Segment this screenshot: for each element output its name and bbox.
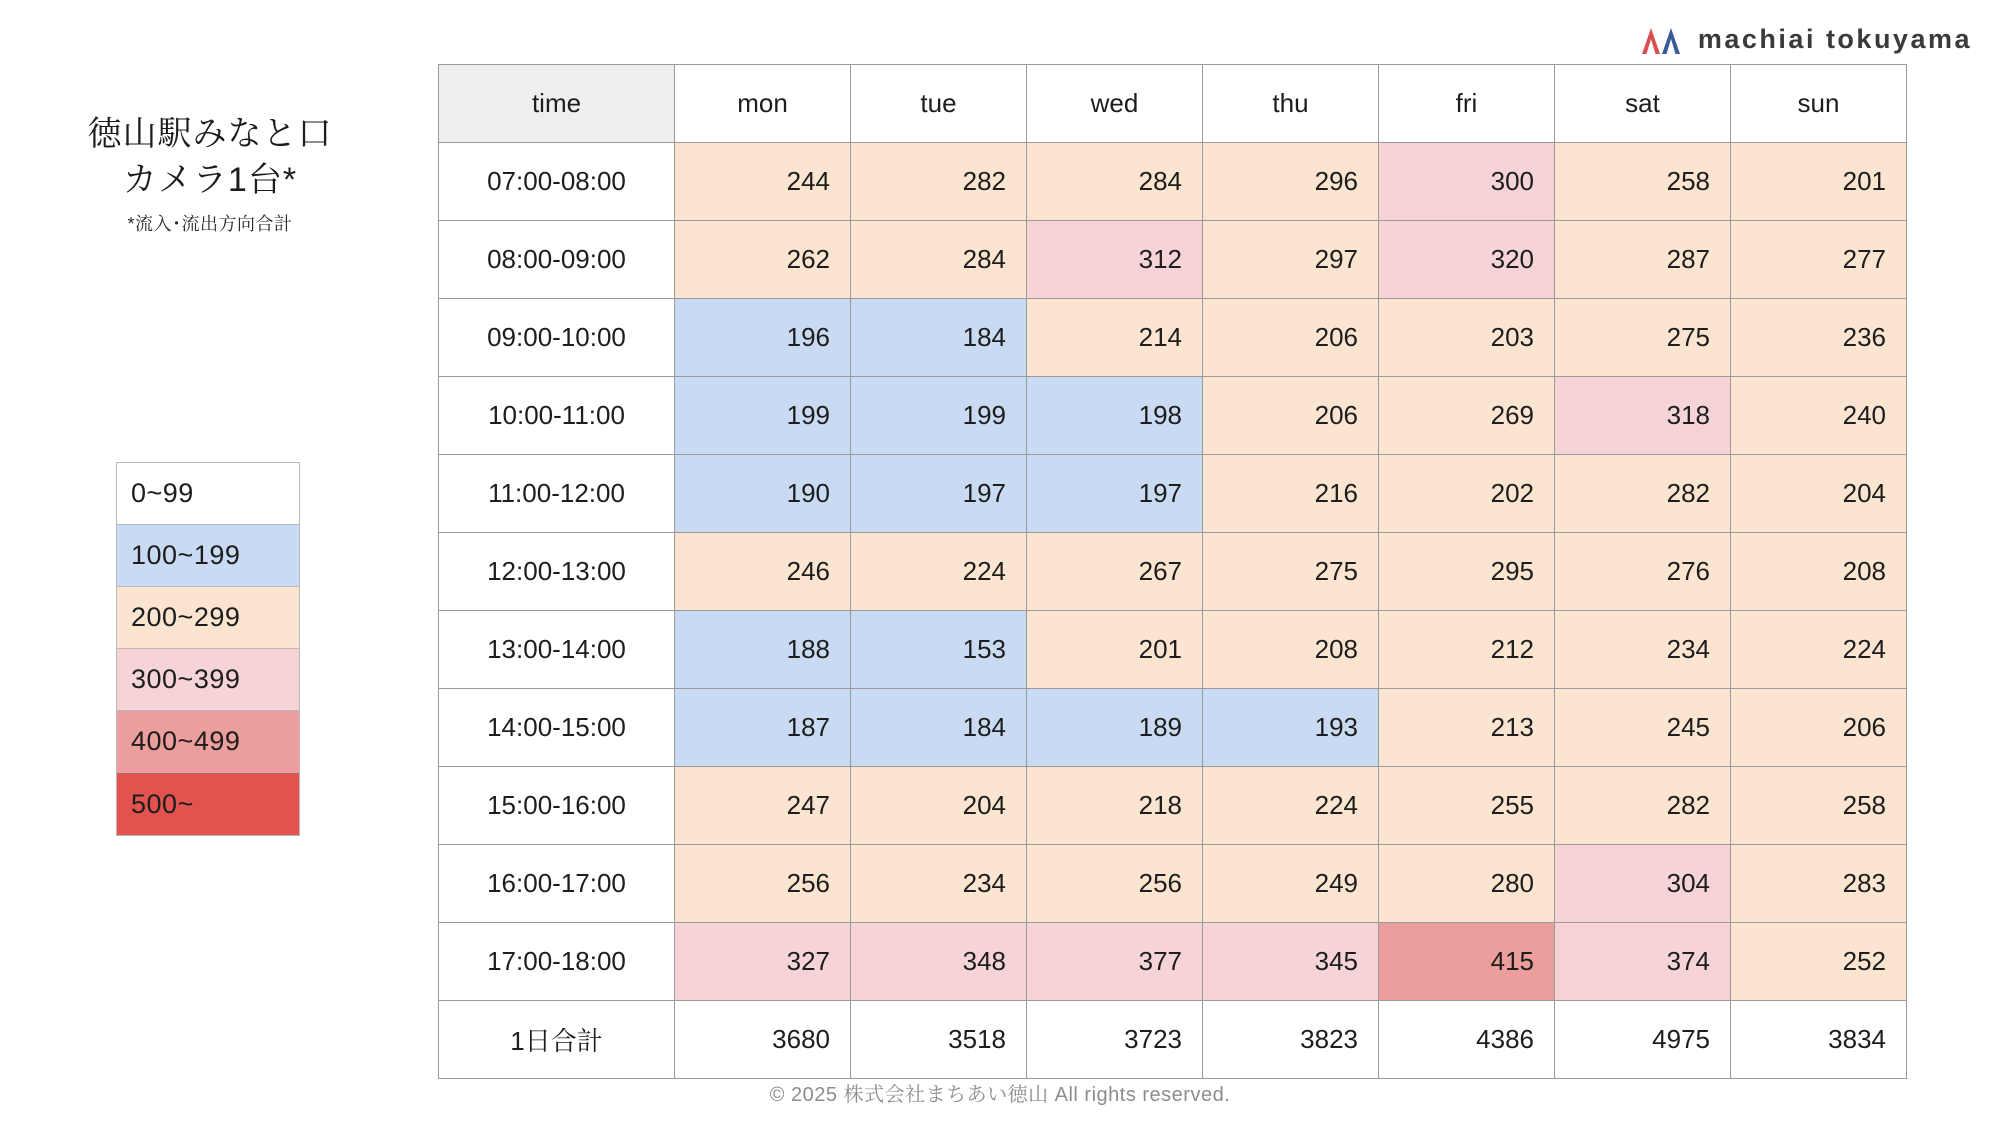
heatmap-table-wrapper <box>438 64 1907 1079</box>
legend-item <box>117 463 299 525</box>
table-row <box>439 377 1907 455</box>
heat-cell: 348 <box>851 923 1027 1001</box>
total-cell: 3834 <box>1731 1001 1907 1079</box>
heat-cell: 377 <box>1027 923 1203 1001</box>
heat-cell: 284 <box>1027 143 1203 221</box>
total-cell: 3680 <box>675 1001 851 1079</box>
heat-cell: 199 <box>675 377 851 455</box>
title-line-1: 徳山駅みなと口 <box>87 115 333 153</box>
column-header-mon: mon <box>675 65 851 143</box>
legend-item-label: 100~199 <box>131 540 241 570</box>
table-body <box>439 143 1907 1079</box>
heat-cell: 206 <box>1203 377 1379 455</box>
heat-cell: 218 <box>1027 767 1203 845</box>
heat-cell: 184 <box>851 299 1027 377</box>
heat-cell: 327 <box>675 923 851 1001</box>
heatmap-table <box>438 64 1907 1079</box>
heat-cell: 297 <box>1203 221 1379 299</box>
column-header-sun: sun <box>1731 65 1907 143</box>
table-row <box>439 923 1907 1001</box>
row-time-label: 15:00-16:00 <box>439 767 675 845</box>
heat-cell: 206 <box>1203 299 1379 377</box>
row-time-label: 09:00-10:00 <box>439 299 675 377</box>
heat-cell: 252 <box>1731 923 1907 1001</box>
heat-cell: 188 <box>675 611 851 689</box>
heat-cell: 245 <box>1555 689 1731 767</box>
heat-cell: 246 <box>675 533 851 611</box>
heat-cell: 295 <box>1379 533 1555 611</box>
heat-cell: 249 <box>1203 845 1379 923</box>
heat-cell: 287 <box>1555 221 1731 299</box>
heat-cell: 204 <box>851 767 1027 845</box>
legend-item-label: 300~399 <box>131 664 241 694</box>
heat-cell: 256 <box>675 845 851 923</box>
table-row <box>439 767 1907 845</box>
legend-item <box>117 649 299 711</box>
table-row <box>439 299 1907 377</box>
heat-cell: 267 <box>1027 533 1203 611</box>
heat-cell: 199 <box>851 377 1027 455</box>
column-header-wed: wed <box>1027 65 1203 143</box>
column-header-tue: tue <box>851 65 1027 143</box>
heat-cell: 256 <box>1027 845 1203 923</box>
column-header-sat: sat <box>1555 65 1731 143</box>
heat-cell: 201 <box>1731 143 1907 221</box>
heat-cell: 198 <box>1027 377 1203 455</box>
row-time-label: 14:00-15:00 <box>439 689 675 767</box>
row-time-label: 17:00-18:00 <box>439 923 675 1001</box>
heat-cell: 234 <box>851 845 1027 923</box>
heat-cell: 258 <box>1555 143 1731 221</box>
table-header <box>439 65 1907 143</box>
row-time-label: 07:00-08:00 <box>439 143 675 221</box>
row-time-label: 16:00-17:00 <box>439 845 675 923</box>
heat-cell: 197 <box>851 455 1027 533</box>
machiai-mark-icon <box>1640 22 1684 56</box>
legend-item-label: 0~99 <box>131 478 194 508</box>
heat-cell: 187 <box>675 689 851 767</box>
row-time-label: 13:00-14:00 <box>439 611 675 689</box>
heat-cell: 275 <box>1203 533 1379 611</box>
table-row <box>439 689 1907 767</box>
heat-cell: 208 <box>1203 611 1379 689</box>
heat-cell: 283 <box>1731 845 1907 923</box>
brand-name: machiai tokuyama <box>1697 23 1972 54</box>
heat-cell: 304 <box>1555 845 1731 923</box>
table-total-row <box>439 1001 1907 1079</box>
column-header-thu: thu <box>1203 65 1379 143</box>
heat-cell: 282 <box>1555 455 1731 533</box>
heat-cell: 276 <box>1555 533 1731 611</box>
total-cell: 3723 <box>1027 1001 1203 1079</box>
table-row <box>439 845 1907 923</box>
table-header-row <box>439 65 1907 143</box>
heat-cell: 320 <box>1379 221 1555 299</box>
table-row <box>439 611 1907 689</box>
heat-cell: 196 <box>675 299 851 377</box>
heat-cell: 240 <box>1731 377 1907 455</box>
heat-cell: 269 <box>1379 377 1555 455</box>
heat-cell: 203 <box>1379 299 1555 377</box>
legend-item <box>117 587 299 649</box>
heat-cell: 255 <box>1379 767 1555 845</box>
heat-cell: 262 <box>675 221 851 299</box>
legend-item-label: 200~299 <box>131 602 241 632</box>
heat-cell: 206 <box>1731 689 1907 767</box>
heat-cell: 280 <box>1379 845 1555 923</box>
heat-cell: 202 <box>1379 455 1555 533</box>
row-time-label: 10:00-11:00 <box>439 377 675 455</box>
heat-cell: 244 <box>675 143 851 221</box>
heat-cell: 374 <box>1555 923 1731 1001</box>
legend-item <box>117 773 299 835</box>
heat-cell: 214 <box>1027 299 1203 377</box>
column-header-fri: fri <box>1379 65 1555 143</box>
row-time-label: 12:00-13:00 <box>439 533 675 611</box>
total-row-label: 1日合計 <box>439 1001 675 1079</box>
heat-cell: 184 <box>851 689 1027 767</box>
title-note: *流入･流出方向合計 <box>127 213 293 234</box>
heat-cell: 300 <box>1379 143 1555 221</box>
heat-cell: 212 <box>1379 611 1555 689</box>
heat-cell: 296 <box>1203 143 1379 221</box>
heat-cell: 193 <box>1203 689 1379 767</box>
color-legend <box>116 462 300 836</box>
heat-cell: 284 <box>851 221 1027 299</box>
heat-cell: 282 <box>1555 767 1731 845</box>
heat-cell: 208 <box>1731 533 1907 611</box>
heat-cell: 277 <box>1731 221 1907 299</box>
heat-cell: 236 <box>1731 299 1907 377</box>
table-row <box>439 221 1907 299</box>
row-time-label: 11:00-12:00 <box>439 455 675 533</box>
heat-cell: 258 <box>1731 767 1907 845</box>
heat-cell: 282 <box>851 143 1027 221</box>
row-time-label: 08:00-09:00 <box>439 221 675 299</box>
table-row <box>439 533 1907 611</box>
legend-item-label: 400~499 <box>131 726 241 756</box>
heat-cell: 247 <box>675 767 851 845</box>
heat-cell: 318 <box>1555 377 1731 455</box>
page-title <box>60 112 360 236</box>
heat-cell: 153 <box>851 611 1027 689</box>
total-cell: 3823 <box>1203 1001 1379 1079</box>
total-cell: 4386 <box>1379 1001 1555 1079</box>
total-cell: 4975 <box>1555 1001 1731 1079</box>
brand-logo <box>1640 22 1972 56</box>
heat-cell: 415 <box>1379 923 1555 1001</box>
footer-copyright: © 2025 株式会社まちあい徳山 All rights reserved. <box>769 1084 1231 1106</box>
heat-cell: 201 <box>1027 611 1203 689</box>
table-corner-header: time <box>439 65 675 143</box>
heat-cell: 190 <box>675 455 851 533</box>
heat-cell: 189 <box>1027 689 1203 767</box>
heat-cell: 197 <box>1027 455 1203 533</box>
heat-cell: 345 <box>1203 923 1379 1001</box>
table-row <box>439 143 1907 221</box>
table-row <box>439 455 1907 533</box>
heat-cell: 234 <box>1555 611 1731 689</box>
legend-item <box>117 525 299 587</box>
heat-cell: 213 <box>1379 689 1555 767</box>
title-line-2: カメラ1台* <box>122 160 298 199</box>
heat-cell: 312 <box>1027 221 1203 299</box>
heat-cell: 275 <box>1555 299 1731 377</box>
total-cell: 3518 <box>851 1001 1027 1079</box>
heat-cell: 216 <box>1203 455 1379 533</box>
heat-cell: 224 <box>851 533 1027 611</box>
heat-cell: 224 <box>1203 767 1379 845</box>
legend-item-label: 500~ <box>131 788 194 819</box>
legend-item <box>117 711 299 773</box>
heat-cell: 204 <box>1731 455 1907 533</box>
heat-cell: 224 <box>1731 611 1907 689</box>
